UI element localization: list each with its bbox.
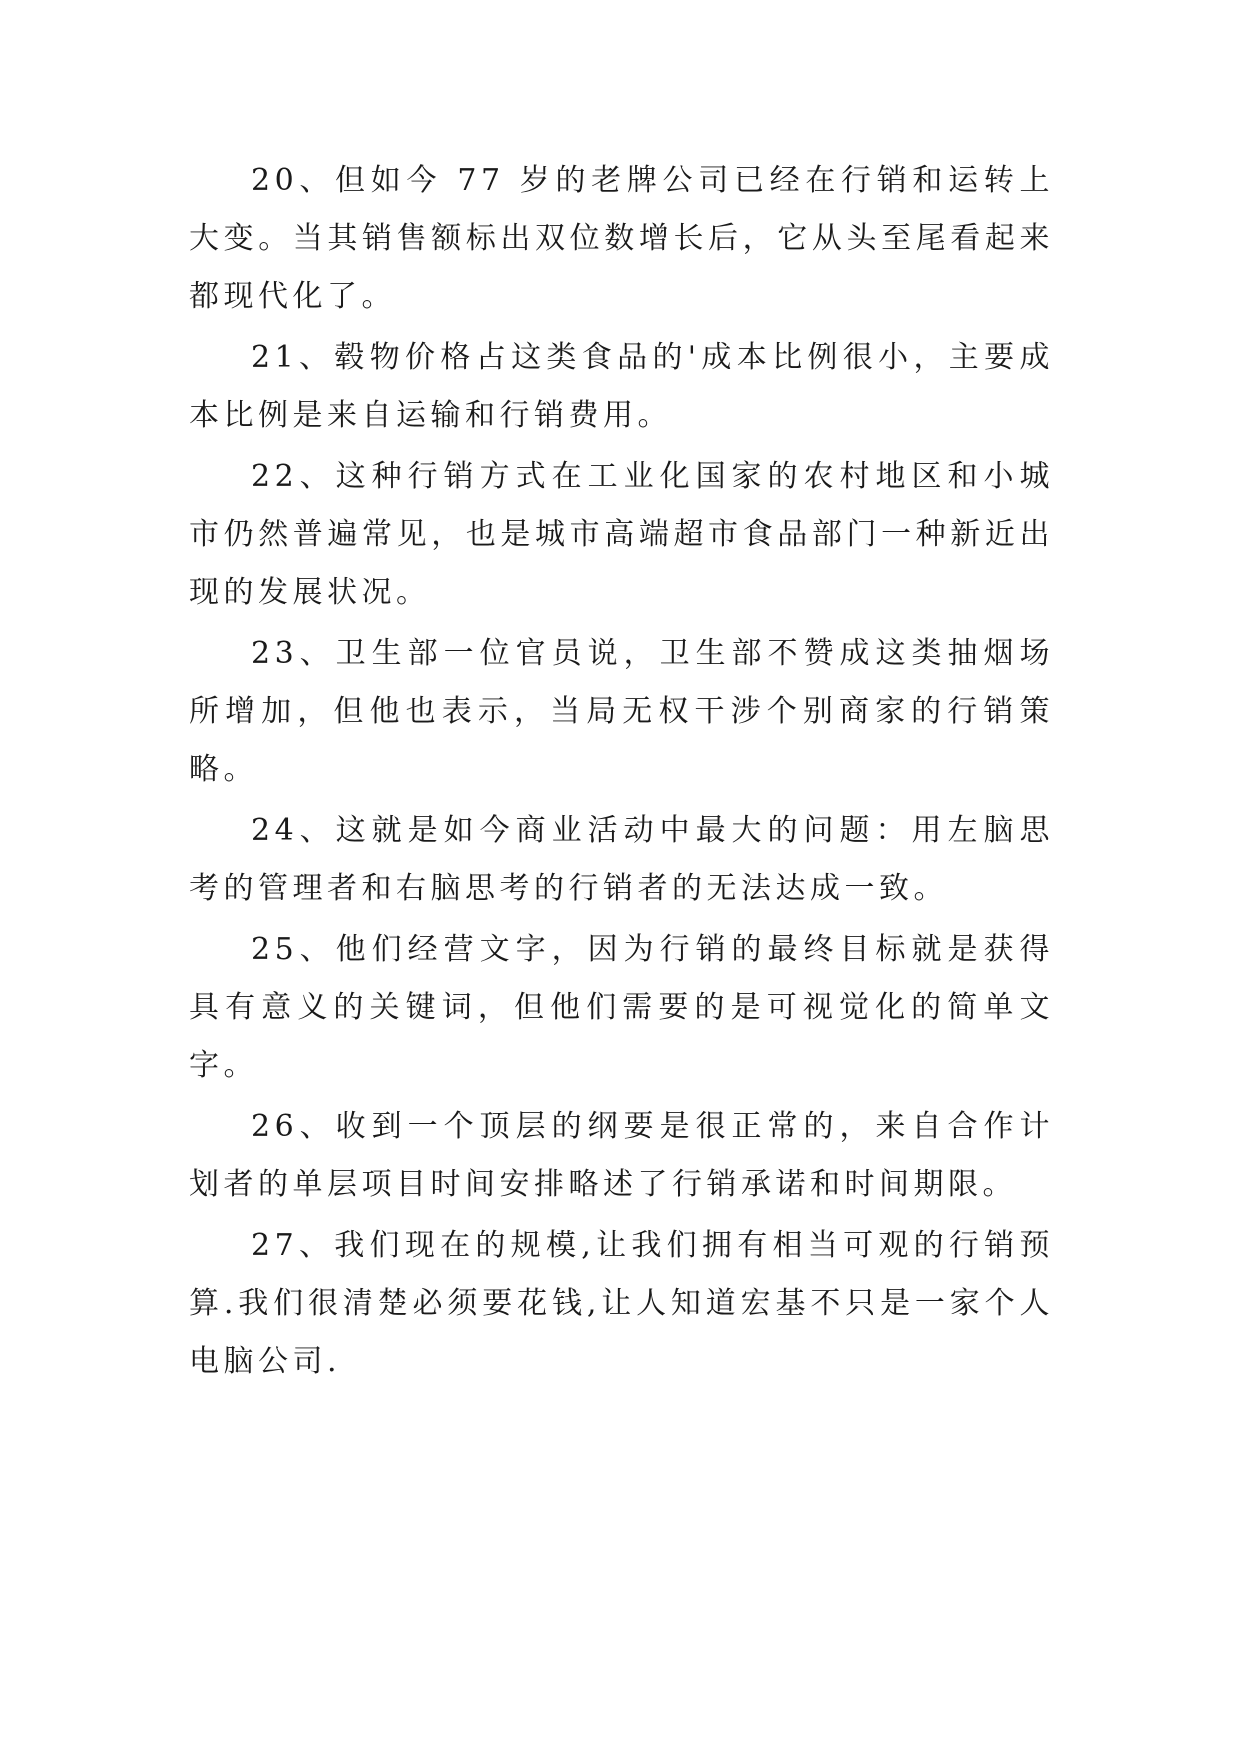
paragraph-20: 20、但如今 77 岁的老牌公司已经在行销和运转上大变。当其销售额标出双位数增长后，它从头至尾看起来都现代化了。 [189,163,1054,314]
document-body [189,152,1054,1394]
paragraph-22: 22、这种行销方式在工业化国家的农村地区和小城市仍然普遍常见，也是城市高端超市食品部门一种新近出现的发展状况。 [189,459,1054,610]
paragraph-24: 24、这就是如今商业活动中最大的问题：用左脑思考的管理者和右脑思考的行销者的无法达成一致。 [189,813,1054,906]
paragraph-27: 27、我们现在的规模,让我们拥有相当可观的行销预算.我们很清楚必须要花钱,让人知道宏基不只是一家个人电脑公司. [189,1228,1054,1379]
paragraph-23: 23、卫生部一位官员说，卫生部不赞成这类抽烟场所增加，但他也表示，当局无权干涉个别商家的行销策略。 [189,636,1054,787]
paragraph-21: 21、毂物价格占这类食品的'成本比例很小，主要成本比例是来自运输和行销费用。 [189,340,1054,433]
paragraph-25: 25、他们经营文字，因为行销的最终目标就是获得具有意义的关键词，但他们需要的是可视觉化的简单文字。 [189,932,1054,1083]
paragraph-26: 26、收到一个顶层的纲要是很正常的，来自合作计划者的单层项目时间安排略述了行销承诺和时间期限。 [189,1109,1054,1202]
